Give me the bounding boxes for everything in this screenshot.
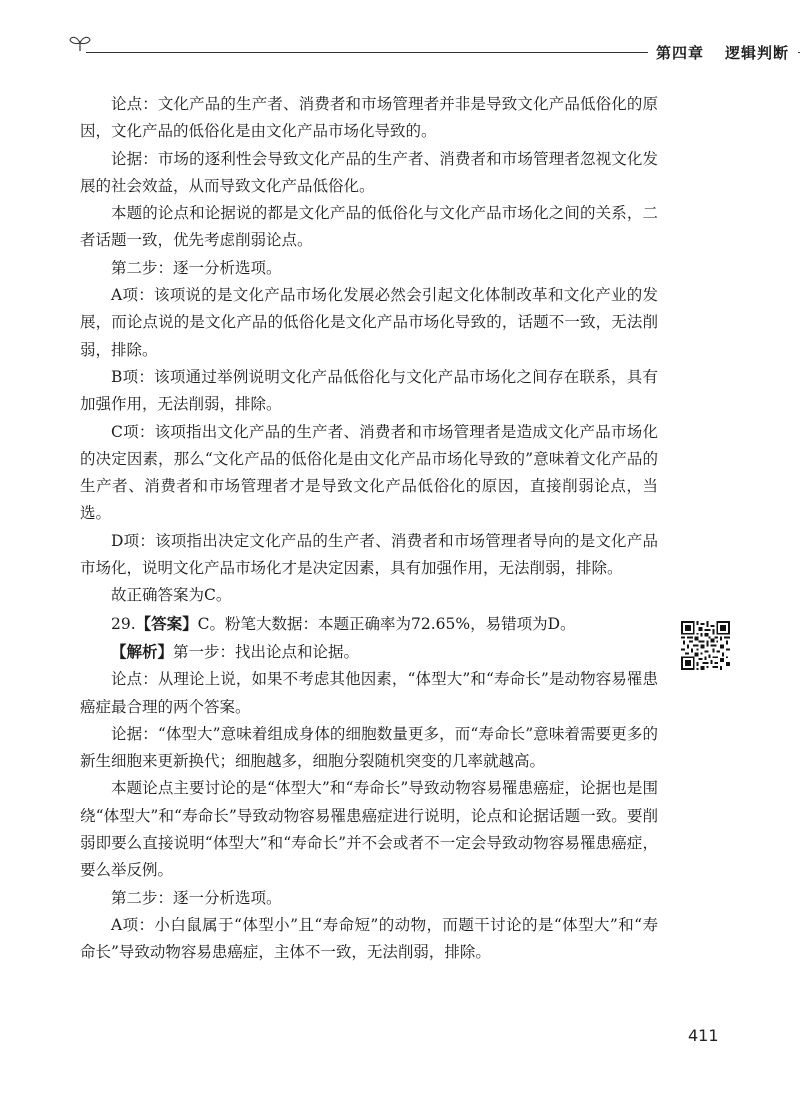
- header-rule-left: [86, 52, 648, 53]
- main-text: [80, 91, 658, 967]
- qr-code-icon[interactable]: [681, 621, 730, 670]
- paragraph: 论点：从理论上说，如果不考虑其他因素，“体型大”和“寿命长”是动物容易罹患癌症最合理的两个答案。: [80, 670, 658, 716]
- paragraph: A项：该项说的是文化产品市场化发展必然会引起文化体制改革和文化产业的发展，而论点说的是文化产品的低俗化是文化产品市场化导致的，话题不一致，无法削弱，排除。: [80, 286, 658, 359]
- paragraph: 故正确答案为C。: [111, 586, 232, 605]
- answer-label: 【答案】: [135, 613, 198, 633]
- paragraph: 第二步：逐一分析选项。: [111, 258, 282, 277]
- answer-paragraph: 29.【答案】C。粉笔大数据：本题正确率为72.65%，易错项为D。: [111, 613, 576, 633]
- paragraph: 本题论点主要讨论的是“体型大”和“寿命长”导致动物容易罹患癌症，论据也是围绕“体型大”和“寿命长”导致动物容易罹患癌症进行说明，论点和论据话题一致。要削弱即要么直接说明“体型大”和“寿命长”并不会或者不一定会导致动物容易罹患癌症，要么举反例。: [80, 779, 658, 880]
- page-number: 411: [688, 1026, 719, 1045]
- paragraph: A项：小白鼠属于“体型小”且“寿命短”的动物，而题干讨论的是“体型大”和“寿命长”导致动物容易患癌症，主体不一致，无法削弱，排除。: [80, 915, 658, 962]
- question-number: 29.: [111, 614, 136, 633]
- paragraph: 论据：市场的逐利性会导致文化产品的生产者、消费者和市场管理者忽视文化发展的社会效益，从而导致文化产品低俗化。: [80, 149, 658, 195]
- paragraph: 第二步：逐一分析选项。: [111, 888, 282, 907]
- analysis-label: 【解析】: [111, 641, 174, 661]
- page-header: [60, 34, 790, 62]
- chapter-title: 第四章: [656, 44, 705, 62]
- section-title: 逻辑判断: [725, 44, 790, 62]
- paragraph: 本题的论点和论据说的都是文化产品的低俗化与文化产品市场化之间的关系，二者话题一致，优先考虑削弱论点。: [80, 204, 658, 250]
- paragraph: 论据：“体型大”意味着组成身体的细胞数量更多，而“寿命长”意味着需要更多的新生细胞来更新换代；细胞越多，细胞分裂随机突变的几率就越高。: [80, 724, 658, 771]
- paragraph: B项：该项通过举例说明文化产品低俗化与文化产品市场化之间存在联系，具有加强作用，无法削弱，排除。: [80, 367, 658, 414]
- sprout-icon: [68, 34, 92, 52]
- paragraph: D项：该项指出决定文化产品的生产者、消费者和市场管理者导向的是文化产品市场化，说明文化产品市场化才是决定因素，具有加强作用，无法削弱，排除。: [80, 531, 658, 578]
- paragraph: C项：该项指出文化产品的生产者、消费者和市场管理者是造成文化产品市场化的决定因素，那么“文化产品的低俗化是由文化产品市场化导致的”意味着文化产品的生产者、消费者和市场管理者才是导致文化产品低俗化的原因，直接削弱论点，当选。: [80, 422, 658, 523]
- analysis-paragraph: 【解析】第一步：找出论点和论据。: [111, 641, 360, 661]
- paragraph: 论点：文化产品的生产者、消费者和市场管理者并非是导致文化产品低俗化的原因，文化产品的低俗化是由文化产品市场化导致的。: [80, 95, 658, 141]
